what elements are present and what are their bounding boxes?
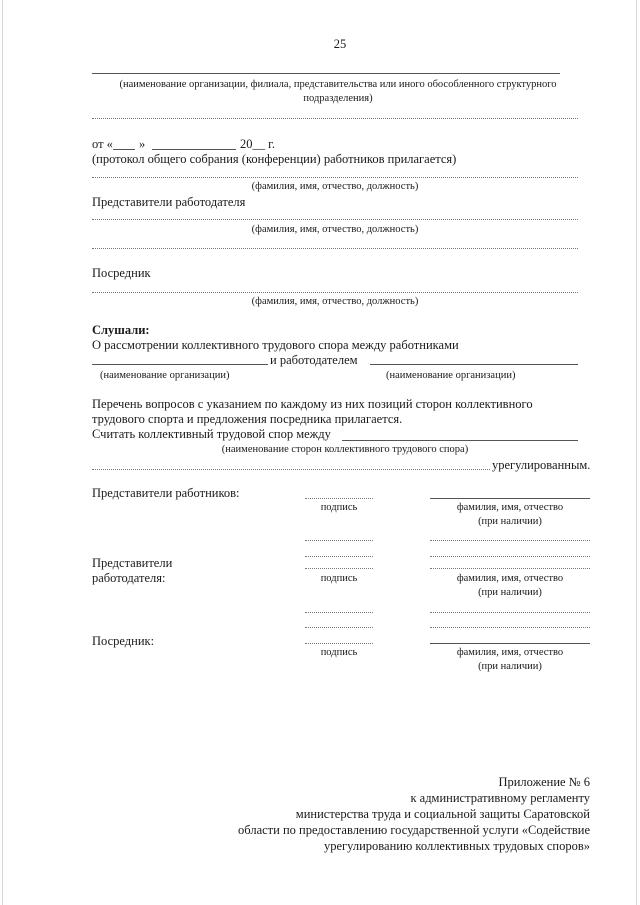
parties-line2 (92, 469, 490, 470)
workers-signature-line (305, 498, 373, 499)
settled-text: урегулированным. (492, 458, 591, 472)
fio-line-2 (92, 219, 578, 220)
employer-fio-line (430, 568, 590, 569)
appendix-line4: области по предоставлению государственной услуги «Содействие (238, 823, 590, 837)
fio-short-2a: фамилия, имя, отчество (456, 573, 564, 584)
org-name-caption-right: (наименование организации) (386, 370, 516, 381)
parties-line (342, 440, 578, 441)
questions-line2: трудового спорта и предложения посредника прилагается. (92, 412, 403, 426)
appendix-line3: министерства труда и социальной защиты Саратовской (295, 807, 590, 821)
employer-fio-line3 (430, 627, 590, 628)
workers-fio-line2 (430, 540, 590, 541)
date-month-line (152, 149, 236, 150)
org-name-line2 (92, 118, 578, 119)
page-number: 25 (333, 37, 347, 51)
fio-caption-3: (фамилия, имя, отчество, должность) (251, 296, 419, 307)
consider-text: Считать коллективный трудовой спор между (92, 427, 331, 441)
signature-caption-3: подпись (320, 647, 358, 658)
fio-line-1 (92, 177, 578, 178)
workers-fio-line3 (430, 556, 590, 557)
workers-signature-line3 (305, 556, 373, 557)
fio-caption-1: (фамилия, имя, отчество, должность) (251, 181, 419, 192)
workers-signature-line2 (305, 540, 373, 541)
org-caption-line1: (наименование организации, филиала, представительства или иного обособленного структурного (119, 79, 557, 90)
date-day-line (113, 149, 135, 150)
workers-fio-line (430, 498, 590, 499)
workers-reps-label: Представители работников: (92, 486, 240, 500)
fio-line-3 (92, 248, 578, 249)
appendix-line1: Приложение № 6 (498, 775, 590, 789)
employer-org-line (370, 364, 578, 365)
employer-signature-line (305, 568, 373, 569)
employer-signature-line2 (305, 612, 373, 613)
employer-fio-line2 (430, 612, 590, 613)
protocol-note: (протокол общего собрания (конференции) работников прилагается) (92, 152, 457, 166)
employer-reps-label2-line2: работодателя: (92, 571, 166, 585)
date-prefix: от « (92, 137, 113, 151)
signature-caption-1: подпись (320, 502, 358, 513)
fio-short-1a: фамилия, имя, отчество (456, 502, 564, 513)
fio-caption-2: (фамилия, имя, отчество, должность) (251, 224, 419, 235)
mediator-signature-line (305, 643, 373, 644)
mediator-label2: Посредник: (92, 634, 155, 648)
org-caption-line2: подразделения) (303, 93, 373, 104)
appendix-line5: урегулированию коллективных трудовых споров» (324, 839, 590, 853)
fio-short-2b: (при наличии) (478, 587, 542, 598)
org-name-line (92, 73, 560, 74)
and-employer-text: и работодателем (270, 353, 358, 367)
questions-line1: Перечень вопросов с указанием по каждому из них позиций сторон коллективного (92, 397, 533, 411)
employer-reps-label: Представители работодателя (92, 195, 246, 209)
mediator-fio-line (430, 643, 590, 644)
date-close-quote: » (139, 137, 146, 151)
org-name-caption-left: (наименование организации) (100, 370, 230, 381)
parties-caption: (наименование сторон коллективного трудового спора) (221, 444, 469, 455)
fio-short-1b: (при наличии) (478, 516, 542, 527)
employer-signature-line3 (305, 627, 373, 628)
heard-heading: Слушали: (92, 323, 150, 337)
fio-line-4 (92, 292, 578, 293)
scan-edge-left (2, 0, 3, 905)
fio-short-3a: фамилия, имя, отчество (456, 647, 564, 658)
heard-text: О рассмотрении коллективного трудового спора между работниками (92, 338, 459, 352)
scan-edge-right (636, 0, 637, 905)
mediator-label: Посредник (92, 266, 151, 280)
appendix-line2: к административному регламенту (410, 791, 590, 805)
employer-reps-label2-line1: Представители (92, 556, 173, 570)
date-year: 20__ г. (240, 137, 275, 151)
signature-caption-2: подпись (320, 573, 358, 584)
workers-org-line (92, 364, 268, 365)
fio-short-3b: (при наличии) (478, 661, 542, 672)
